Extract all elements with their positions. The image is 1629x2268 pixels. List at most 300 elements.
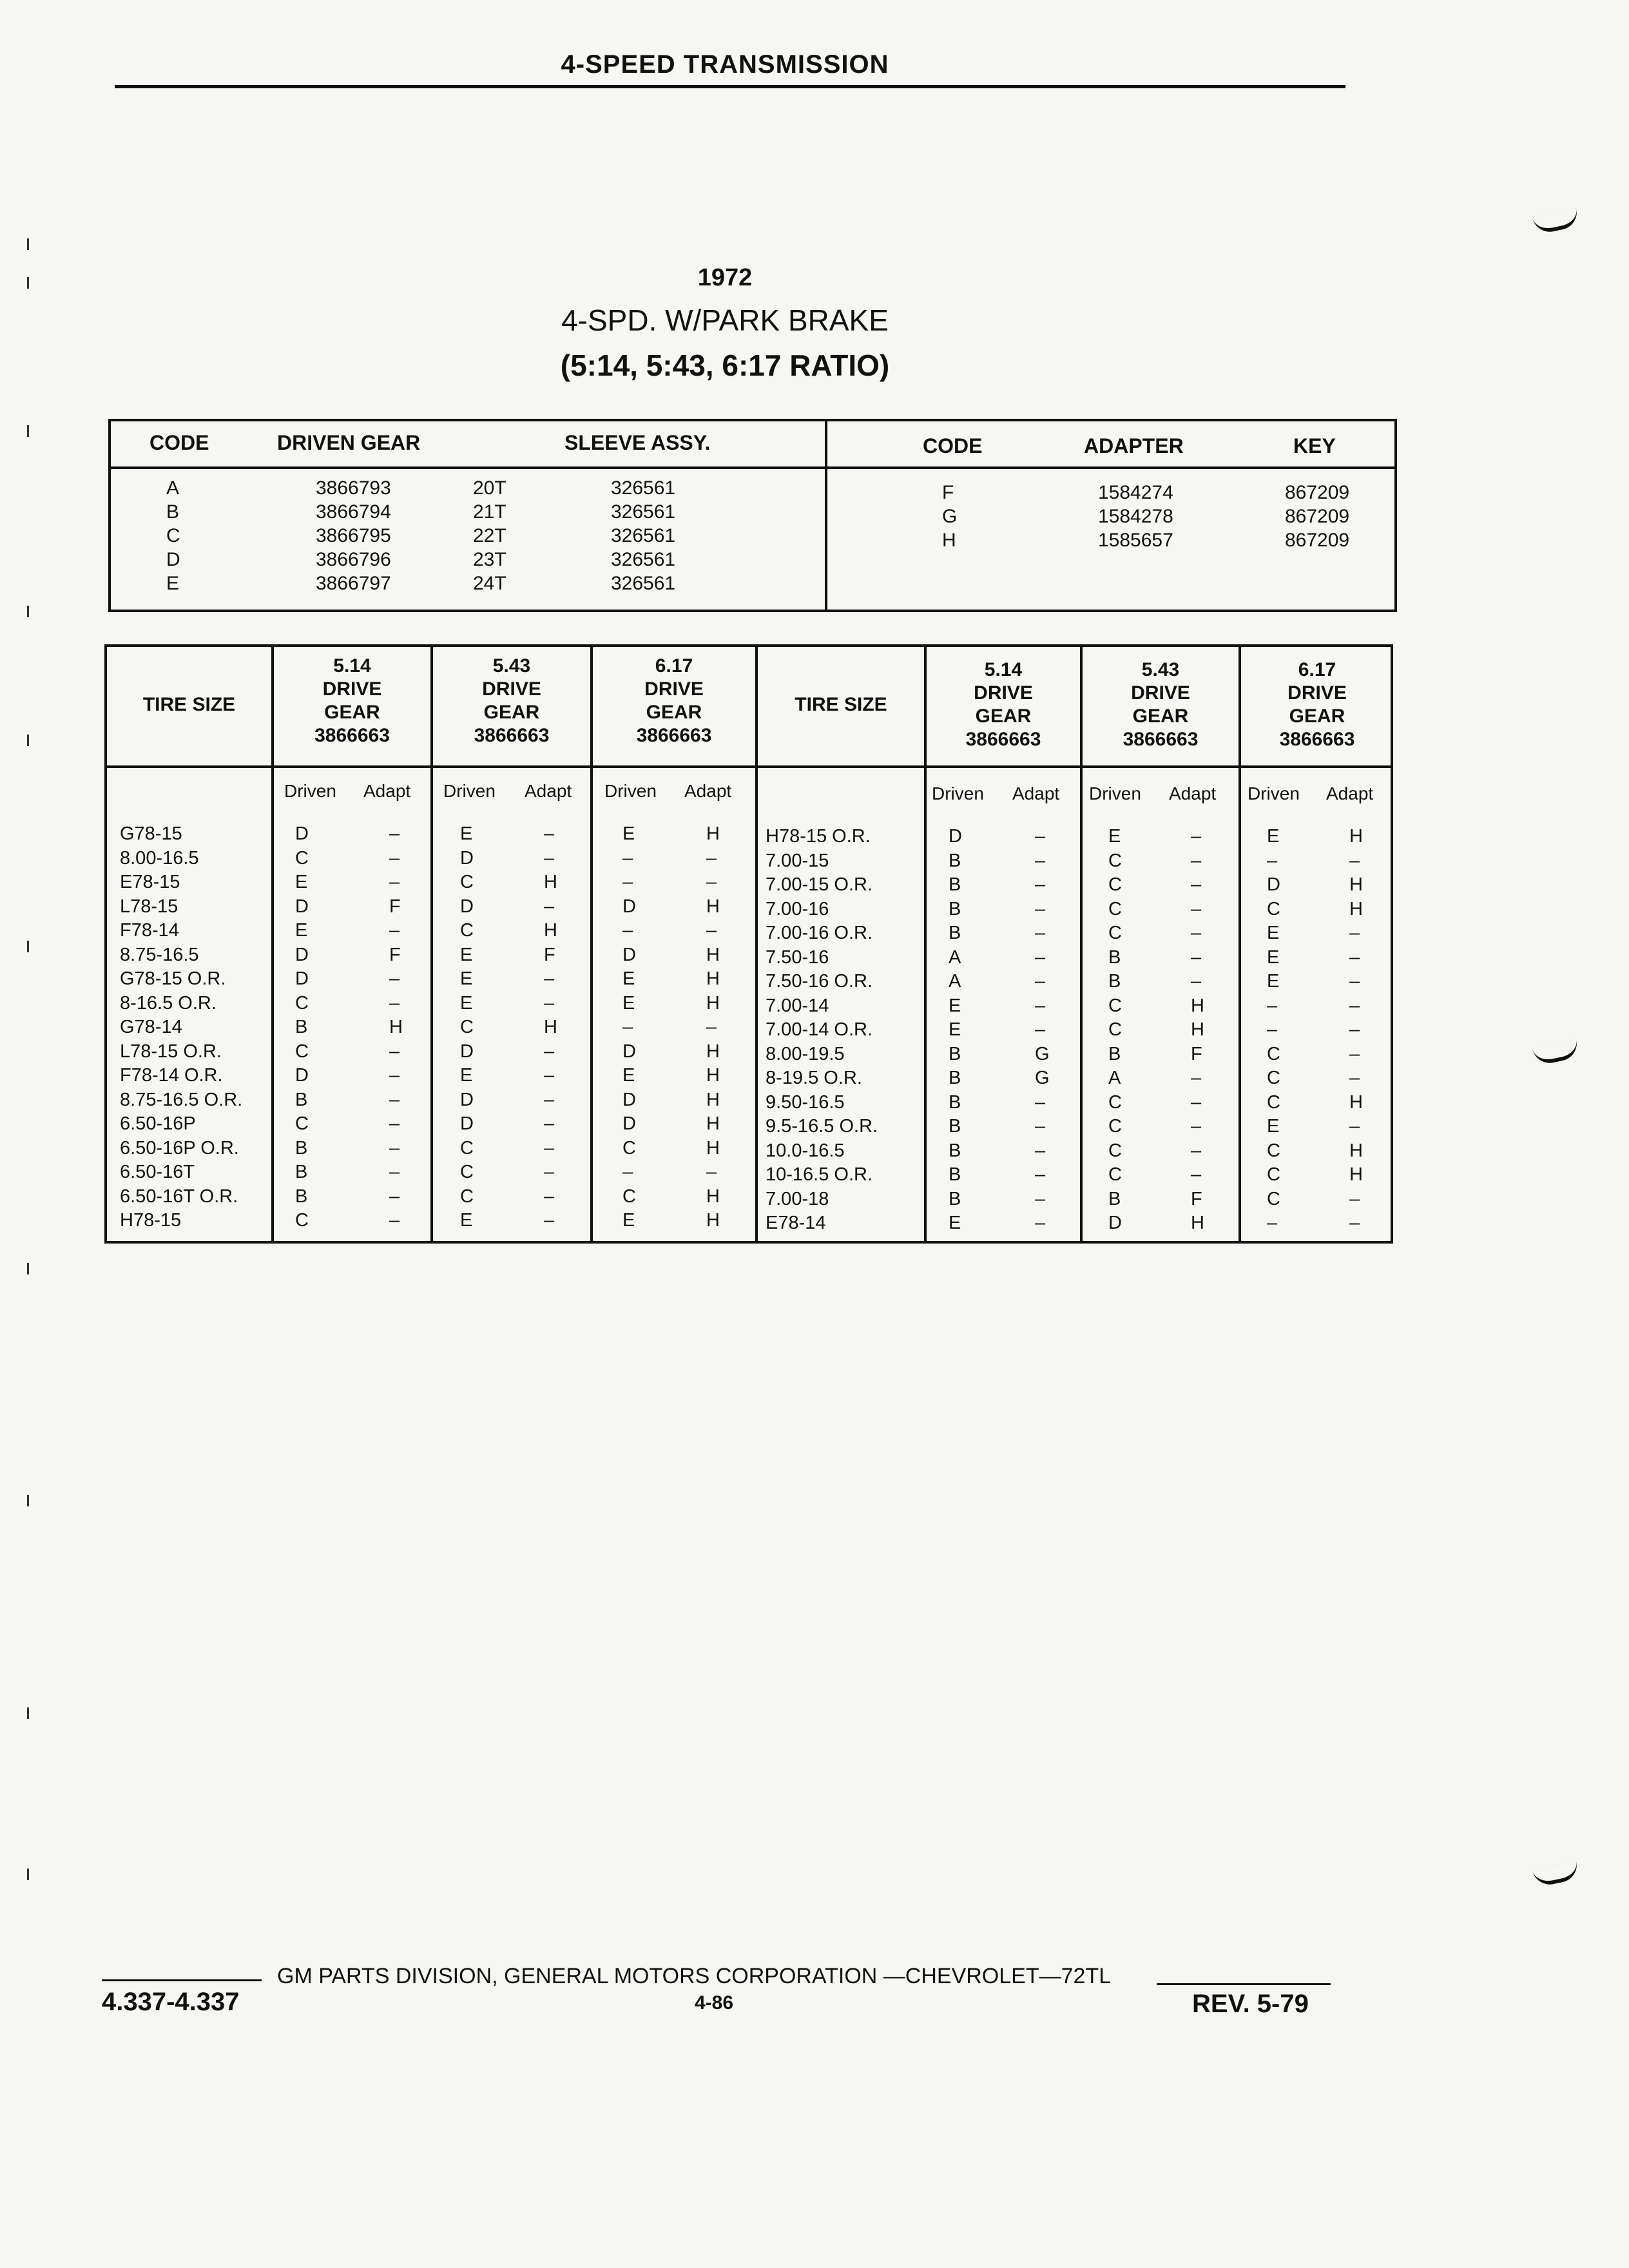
- table-cell: B: [1108, 1043, 1121, 1064]
- edge-tick: [27, 606, 29, 617]
- gear-label: DRIVE: [974, 682, 1033, 704]
- tire-size-column: [120, 822, 242, 1233]
- table-cell: –: [1035, 898, 1046, 919]
- parts-right-adapter-col: [1098, 481, 1173, 552]
- gear-part-number: 3866663: [1123, 729, 1199, 750]
- table-cell: –: [389, 920, 400, 941]
- table-cell: C: [460, 1186, 474, 1207]
- table-cell: B: [949, 1164, 961, 1185]
- parts-row-part: 3866796: [316, 549, 391, 570]
- table-cell: E: [1267, 1116, 1280, 1137]
- table-cell: D: [460, 896, 474, 917]
- table-cell: A: [949, 947, 961, 968]
- table-cell: G78-14: [120, 1017, 182, 1037]
- table-cell: 9.5-16.5 O.R.: [766, 1116, 878, 1137]
- grid-line: [755, 647, 758, 1241]
- table-cell: –: [1349, 850, 1360, 871]
- table-cell: B: [295, 1017, 308, 1037]
- table-cell: H: [1349, 1164, 1363, 1185]
- table-cell: C: [1108, 1116, 1122, 1137]
- table-cell: H: [706, 1210, 720, 1231]
- binder-hole-mark: [1532, 1861, 1580, 1888]
- table-subtitle: 4-SPD. W/PARK BRAKE: [561, 303, 889, 337]
- gear-label: DRIVE: [1131, 682, 1190, 704]
- table-cell: –: [1035, 874, 1046, 895]
- table-cell: –: [389, 1162, 400, 1182]
- parts-table: [108, 419, 1397, 612]
- gear-label: GEAR: [1289, 706, 1345, 727]
- parts-row-code: C: [166, 525, 180, 546]
- table-cell: C: [1267, 1068, 1280, 1088]
- driven-514-column-right: [949, 825, 962, 1236]
- parts-left-teeth-col: [473, 476, 506, 595]
- table-cell: D: [622, 1089, 636, 1110]
- table-cell: 7.00-15: [766, 850, 829, 871]
- table-cell: D: [295, 944, 309, 965]
- table-cell: H: [706, 823, 720, 844]
- adapt-514-column-right: [1035, 825, 1050, 1236]
- gear-ratio: 5.14: [333, 655, 371, 677]
- table-cell: E: [1108, 826, 1121, 847]
- table-cell: 6.50-16T: [120, 1162, 195, 1182]
- table-cell: H: [706, 944, 720, 965]
- table-cell: E: [295, 872, 308, 892]
- parts-row-teeth: 22T: [473, 525, 506, 546]
- adapter-row-adapter: 1584274: [1098, 482, 1173, 503]
- gear-label: DRIVE: [322, 678, 382, 700]
- col-header-gear-514-right: [927, 658, 1080, 751]
- table-cell: C: [1108, 995, 1122, 1016]
- table-cell: –: [1035, 923, 1046, 943]
- table-cell: –: [1035, 826, 1046, 847]
- table-cell: H: [706, 1137, 720, 1158]
- table-cell: G78-15: [120, 823, 182, 844]
- col-header-tire-size-right: TIRE SIZE: [795, 694, 887, 715]
- table-cell: H: [706, 968, 720, 989]
- table-cell: –: [544, 1186, 555, 1207]
- table-cell: –: [1191, 947, 1202, 968]
- col-header-code: CODE: [149, 431, 209, 454]
- table-cell: –: [1267, 1213, 1278, 1233]
- edge-tick: [27, 735, 29, 746]
- table-cell: H: [706, 1089, 720, 1110]
- table-cell: A: [1108, 1068, 1121, 1088]
- gear-part-number: 3866663: [636, 725, 712, 746]
- table-cell: –: [1035, 971, 1046, 992]
- table-cell: 9.50-16.5: [766, 1091, 845, 1113]
- table-cell: –: [1349, 1019, 1360, 1040]
- table-cell: E: [460, 1210, 473, 1231]
- parts-row-code: A: [166, 477, 180, 499]
- table-cell: E78-14: [766, 1213, 826, 1233]
- table-cell: C: [295, 1210, 309, 1231]
- table-cell: E: [1267, 971, 1280, 992]
- table-cell: C: [1267, 1140, 1280, 1161]
- parts-row-part: 3866794: [316, 501, 391, 523]
- col-header-gear-543-right: [1083, 658, 1239, 751]
- table-cell: –: [1349, 1116, 1360, 1137]
- table-cell: –: [389, 847, 400, 869]
- table-cell: 8.00-16.5: [120, 847, 199, 869]
- table-cell: L78-15: [120, 896, 178, 917]
- table-cell: C: [1108, 1091, 1122, 1113]
- table-cell: C: [295, 992, 309, 1014]
- subheader-driven: Driven: [1089, 783, 1141, 803]
- binder-hole-mark: [1532, 208, 1580, 235]
- table-cell: –: [706, 872, 717, 892]
- table-cell: F: [1191, 1188, 1202, 1209]
- gear-label: DRIVE: [1287, 682, 1347, 704]
- table-cell: E: [622, 1065, 635, 1086]
- subheader-driven: Driven: [284, 781, 336, 801]
- table-cell: C: [622, 1186, 636, 1207]
- table-cell: C: [1108, 874, 1122, 895]
- table-cell: C: [460, 1017, 474, 1037]
- table-cell: –: [544, 1162, 555, 1182]
- table-cell: E: [460, 944, 473, 965]
- parts-row-teeth: 24T: [473, 573, 506, 594]
- table-cell: D: [622, 1113, 636, 1134]
- table-cell: –: [622, 1017, 633, 1037]
- table-cell: –: [1349, 1213, 1360, 1233]
- gear-label: GEAR: [1132, 706, 1189, 727]
- table-cell: –: [1191, 826, 1202, 847]
- table-cell: –: [544, 847, 555, 869]
- adapter-row-key: 867209: [1285, 530, 1350, 551]
- gear-ratio: 5.43: [1141, 659, 1180, 680]
- footer-rule-left: [102, 1979, 262, 1981]
- table-cell: C: [295, 1113, 309, 1134]
- table-cell: H78-15 O.R.: [766, 826, 871, 847]
- parts-row-teeth: 23T: [473, 549, 506, 570]
- gear-part-number: 3866663: [314, 725, 390, 746]
- table-cell: D: [622, 944, 636, 965]
- col-header-sleeve: SLEEVE ASSY.: [564, 431, 711, 454]
- adapter-row-key: 867209: [1285, 482, 1350, 503]
- table-cell: –: [1035, 1116, 1046, 1137]
- table-cell: H: [544, 1017, 557, 1037]
- grid-line-header: [107, 765, 1391, 768]
- table-cell: –: [1349, 1188, 1360, 1209]
- driven-514-column: [295, 822, 309, 1233]
- parts-left-code-col: [166, 476, 180, 595]
- table-cell: –: [1349, 1068, 1360, 1088]
- table-cell: B: [949, 1091, 961, 1113]
- table-cell: 7.00-14: [766, 995, 829, 1016]
- table-cell: –: [544, 896, 555, 917]
- table-cell: C: [295, 1041, 309, 1062]
- table-cell: D: [622, 896, 636, 917]
- table-cell: 7.00-16 O.R.: [766, 923, 873, 943]
- table-cell: 6.50-16P O.R.: [120, 1137, 239, 1158]
- table-cell: –: [1191, 850, 1202, 871]
- parts-right-code-col: [942, 481, 957, 552]
- col-header-code-right: CODE: [923, 434, 983, 457]
- table-cell: –: [544, 1113, 555, 1134]
- table-cell: C: [460, 872, 474, 892]
- col-header-gear-543: [433, 655, 590, 747]
- table-cell: B: [949, 1116, 961, 1137]
- table-cell: B: [949, 1068, 961, 1088]
- table-cell: –: [389, 1137, 400, 1158]
- adapter-row-code: F: [942, 482, 954, 503]
- table-cell: H78-15: [120, 1210, 182, 1231]
- table-cell: –: [389, 1186, 400, 1207]
- table-cell: –: [1267, 850, 1278, 871]
- table-cell: D: [460, 847, 474, 869]
- parts-row-sleeve: 326561: [611, 573, 676, 594]
- table-cell: E: [460, 992, 473, 1014]
- table-cell: F78-14: [120, 920, 179, 941]
- table-cell: D: [460, 1089, 474, 1110]
- table-cell: C: [1108, 1140, 1122, 1161]
- table-cell: E: [949, 1213, 961, 1233]
- parts-row-code: D: [166, 549, 180, 570]
- table-cell: C: [460, 1137, 474, 1158]
- gear-ratio: 6.17: [655, 655, 693, 677]
- table-cell: H: [1349, 898, 1363, 919]
- table-cell: H: [1349, 1091, 1363, 1113]
- subheader-driven: Driven: [1248, 783, 1300, 803]
- table-cell: –: [1191, 1164, 1202, 1185]
- table-cell: –: [544, 992, 555, 1014]
- table-cell: 10.0-16.5: [766, 1140, 845, 1161]
- table-cell: H: [706, 1065, 720, 1086]
- table-cell: –: [622, 920, 633, 941]
- gear-label: DRIVE: [644, 678, 704, 700]
- table-cell: –: [544, 968, 555, 989]
- table-cell: H: [1191, 995, 1204, 1016]
- subheader-adapt: Adapt: [1169, 783, 1217, 803]
- table-cell: –: [544, 1065, 555, 1086]
- table-cell: B: [949, 923, 961, 943]
- table-cell: A: [949, 971, 961, 992]
- gear-ratio: 5.43: [492, 655, 531, 677]
- driven-617-column-right: [1267, 825, 1280, 1236]
- table-cell: –: [1191, 1140, 1202, 1161]
- table-cell: C: [460, 1162, 474, 1182]
- table-cell: H: [1349, 826, 1363, 847]
- table-cell: –: [622, 847, 633, 869]
- table-cell: –: [389, 1089, 400, 1110]
- adapter-row-code: G: [942, 506, 958, 527]
- adapter-row-adapter: 1585657: [1098, 530, 1173, 551]
- table-cell: H: [1191, 1019, 1204, 1040]
- table-cell: –: [1035, 850, 1046, 871]
- table-cell: –: [1035, 1091, 1046, 1113]
- table-cell: E: [622, 1210, 635, 1231]
- table-cell: –: [389, 1113, 400, 1134]
- table-cell: –: [544, 823, 555, 844]
- edge-tick: [27, 1707, 29, 1719]
- table-cell: B: [1108, 1188, 1121, 1209]
- table-cell: D: [460, 1041, 474, 1062]
- table-cell: –: [544, 1089, 555, 1110]
- table-cell: 7.00-18: [766, 1188, 829, 1209]
- adapter-row-code: H: [942, 530, 956, 551]
- table-cell: E: [1267, 923, 1280, 943]
- table-cell: H: [1191, 1213, 1204, 1233]
- table-cell: E: [460, 823, 473, 844]
- gear-label: GEAR: [975, 706, 1032, 727]
- table-cell: C: [1267, 898, 1280, 919]
- table-cell: C: [460, 920, 474, 941]
- table-cell: –: [1035, 1140, 1046, 1161]
- table-cell: 10-16.5 O.R.: [766, 1164, 873, 1185]
- edge-tick: [27, 941, 29, 952]
- parts-row-part: 3866797: [316, 573, 391, 594]
- table-cell: D: [295, 968, 309, 989]
- table-cell: E: [460, 968, 473, 989]
- table-cell: D: [295, 1065, 309, 1086]
- table-cell: –: [1349, 971, 1360, 992]
- table-cell: H: [544, 920, 557, 941]
- table-cell: B: [295, 1137, 308, 1158]
- table-cell: –: [1191, 1116, 1202, 1137]
- table-cell: D: [295, 896, 309, 917]
- subheader-driven: Driven: [604, 781, 657, 801]
- table-cell: F78-14 O.R.: [120, 1065, 223, 1086]
- table-cell: B: [949, 850, 961, 871]
- table-cell: –: [389, 1210, 400, 1231]
- table-cell: –: [706, 1162, 717, 1182]
- table-cell: –: [1191, 923, 1202, 943]
- table-cell: –: [1191, 1091, 1202, 1113]
- table-cell: C: [295, 847, 309, 869]
- table-cell: B: [1108, 971, 1121, 992]
- table-cell: –: [389, 968, 400, 989]
- table-cell: –: [544, 1210, 555, 1231]
- parts-row-code: E: [166, 573, 180, 594]
- table-cell: –: [1267, 1019, 1278, 1040]
- table-cell: –: [622, 872, 633, 892]
- table-cell: D: [295, 823, 309, 844]
- table-cell: D: [949, 826, 962, 847]
- gear-label: DRIVE: [482, 678, 541, 700]
- parts-row-sleeve: 326561: [611, 501, 676, 523]
- gear-part-number: 3866663: [1279, 729, 1355, 750]
- table-cell: 8.75-16.5 O.R.: [120, 1089, 243, 1110]
- table-cell: –: [706, 920, 717, 941]
- tire-size-column-right: [766, 825, 878, 1236]
- table-cell: C: [1267, 1091, 1280, 1113]
- table-cell: H: [389, 1017, 403, 1037]
- gear-ratio: 5.14: [984, 659, 1023, 680]
- table-cell: –: [1035, 947, 1046, 968]
- parts-left-part-col: [316, 476, 391, 595]
- table-cell: –: [1035, 1019, 1046, 1040]
- table-cell: –: [1349, 947, 1360, 968]
- table-cell: –: [389, 992, 400, 1014]
- table-cell: –: [1191, 971, 1202, 992]
- revision: REV. 5-79: [1192, 1990, 1309, 2018]
- table-cell: H: [706, 1186, 720, 1207]
- header-rule: [115, 85, 1345, 88]
- edge-tick: [27, 1869, 29, 1880]
- col-header-gear-617: [593, 655, 755, 747]
- table-cell: F: [544, 944, 555, 965]
- adapt-617-column: [706, 822, 720, 1233]
- table-cell: C: [1108, 923, 1122, 943]
- table-cell: –: [1035, 1188, 1046, 1209]
- edge-tick: [27, 238, 29, 250]
- table-cell: –: [389, 1041, 400, 1062]
- table-cell: L78-15 O.R.: [120, 1041, 222, 1062]
- table-cell: C: [1108, 1164, 1122, 1185]
- adapt-543-column-right: [1191, 825, 1204, 1236]
- parts-row-sleeve: 326561: [611, 525, 676, 546]
- table-cell: E78-15: [120, 872, 180, 892]
- table-cell: –: [389, 823, 400, 844]
- subheader-driven: Driven: [443, 781, 496, 801]
- table-cell: –: [544, 1041, 555, 1062]
- edge-tick: [27, 277, 29, 289]
- parts-row-sleeve: 326561: [611, 549, 676, 570]
- parts-row-part: 3866793: [316, 477, 391, 499]
- table-ratio: (5:14, 5:43, 6:17 RATIO): [560, 349, 890, 382]
- table-cell: E: [622, 992, 635, 1014]
- table-cell: –: [389, 1065, 400, 1086]
- footer-rule-right: [1157, 1983, 1331, 1985]
- edge-tick: [27, 1263, 29, 1274]
- parts-divider-horizontal: [111, 466, 1394, 469]
- table-cell: 7.50-16: [766, 947, 829, 968]
- table-cell: –: [706, 1017, 717, 1037]
- table-cell: –: [1191, 1068, 1202, 1088]
- table-cell: F: [389, 896, 401, 917]
- table-cell: –: [1349, 923, 1360, 943]
- table-cell: H: [544, 872, 557, 892]
- edge-tick: [27, 1495, 29, 1506]
- table-cell: E: [622, 968, 635, 989]
- table-cell: 8.00-19.5: [766, 1043, 845, 1064]
- col-header-tire-size: TIRE SIZE: [142, 694, 236, 715]
- table-cell: F: [1191, 1043, 1202, 1064]
- gear-label: GEAR: [324, 702, 380, 723]
- table-cell: B: [949, 1188, 961, 1209]
- table-cell: E: [622, 823, 635, 844]
- tire-size-table: [104, 644, 1393, 1244]
- table-cell: D: [622, 1041, 636, 1062]
- driven-617-column: [622, 822, 636, 1233]
- col-header-gear-514: [274, 655, 430, 747]
- subheader-adapt: Adapt: [1326, 783, 1374, 803]
- gear-label: GEAR: [646, 702, 702, 723]
- table-cell: –: [1191, 874, 1202, 895]
- subheader-adapt: Adapt: [1012, 783, 1060, 803]
- footer-code: 4.337-4.337: [102, 1988, 240, 2016]
- table-cell: –: [1035, 995, 1046, 1016]
- parts-left-sleeve-col: [611, 476, 675, 595]
- table-cell: G: [1035, 1043, 1050, 1064]
- table-cell: D: [1267, 874, 1280, 895]
- parts-row-teeth: 20T: [473, 477, 506, 499]
- subheader-adapt: Adapt: [684, 781, 732, 801]
- table-cell: H: [1349, 1140, 1363, 1161]
- table-cell: B: [1108, 947, 1121, 968]
- table-cell: E: [949, 995, 961, 1016]
- table-cell: G: [1035, 1068, 1050, 1088]
- table-cell: 6.50-16T O.R.: [120, 1186, 238, 1207]
- table-cell: E: [460, 1065, 473, 1086]
- table-cell: –: [1035, 1164, 1046, 1185]
- adapt-514-column: [389, 822, 403, 1233]
- table-cell: 7.00-16: [766, 898, 829, 919]
- parts-row-code: B: [166, 501, 180, 523]
- table-cell: C: [1108, 850, 1122, 871]
- table-cell: –: [1349, 995, 1360, 1016]
- adapt-617-column-right: [1349, 825, 1363, 1236]
